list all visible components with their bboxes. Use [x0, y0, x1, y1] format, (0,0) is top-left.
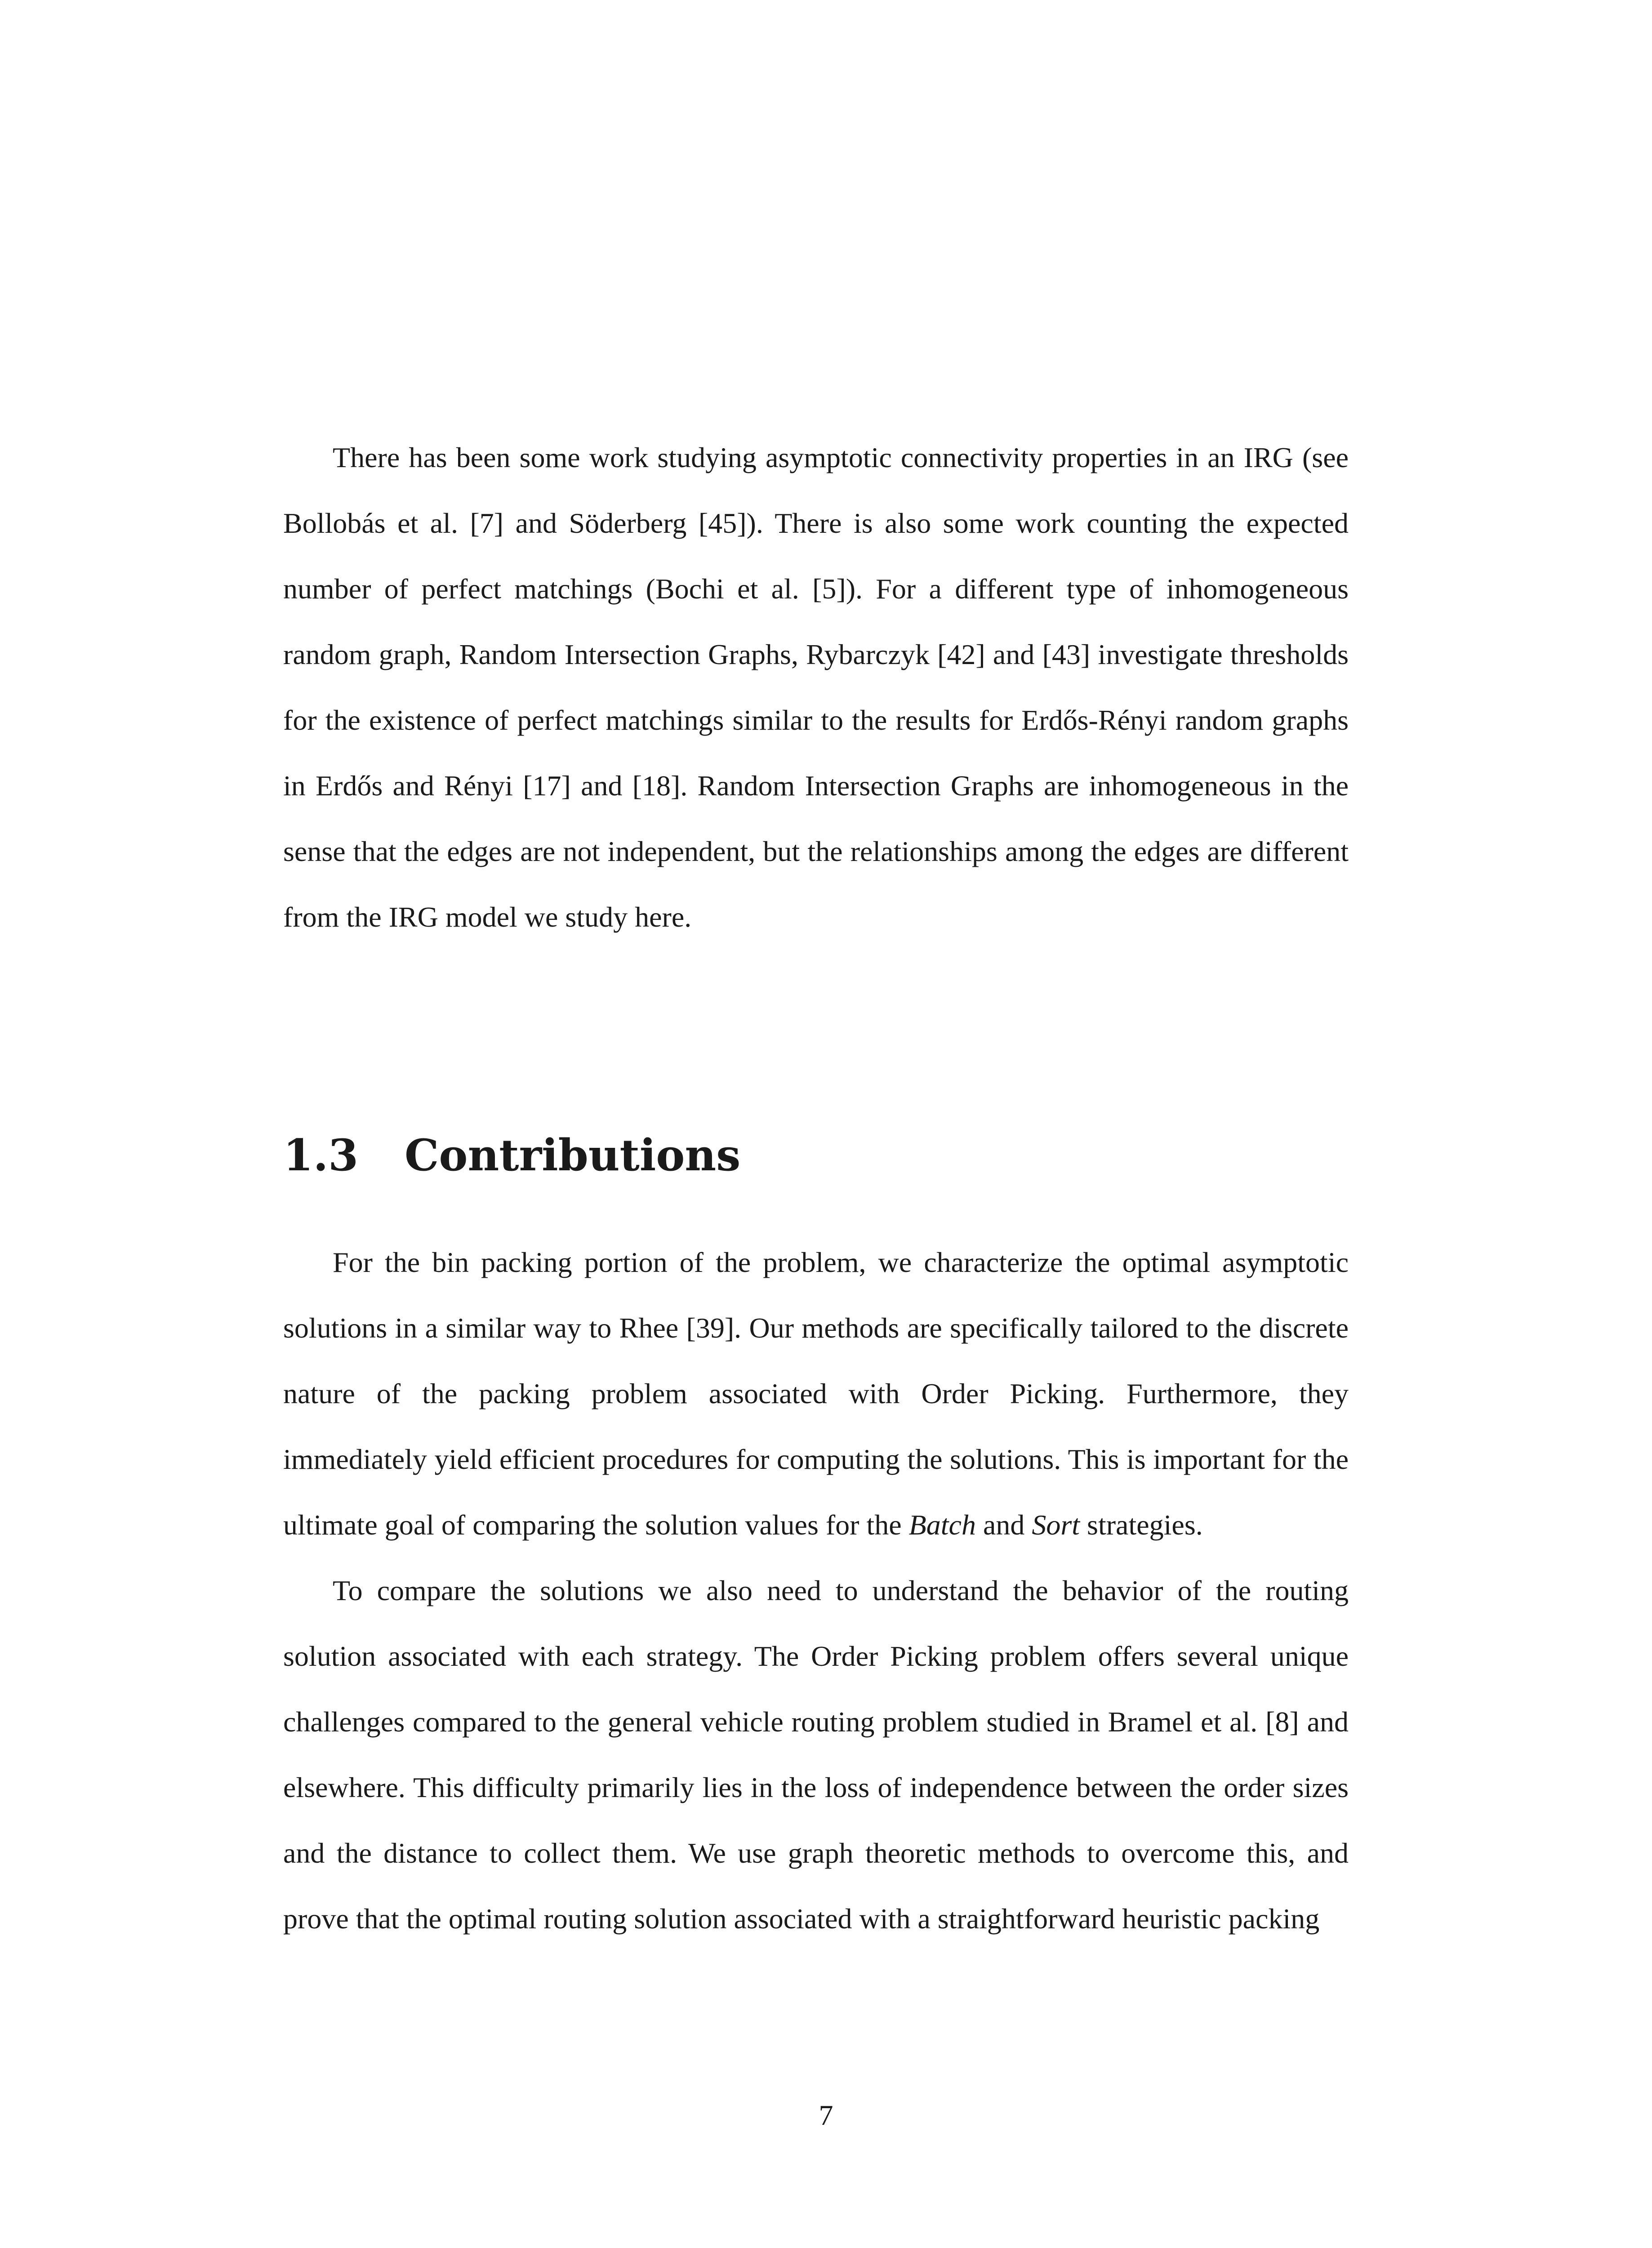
section-number: 1.3	[283, 1130, 359, 1181]
batch-strategy-term: Batch	[908, 1509, 976, 1541]
contributions-text-block	[283, 1230, 1349, 1952]
paragraph-routing: To compare the solutions we also need to understand the behavior of the routing solution associated with each strategy. The Order Picking problem offers several unique challenges compared to the general vehicle routing problem studied in Bramel et al. [8] and elsewhere. This difficulty primarily lies in the loss of independence between the order sizes and the distance to collect them. We use graph theoretic methods to overcome this, and prove that the optimal routing solution associated with a straightforward heuristic packing	[283, 1574, 1349, 1935]
paragraph-bin-packing	[283, 1230, 1349, 1558]
sort-strategy-term: Sort	[1032, 1509, 1080, 1541]
paragraph-bin-packing-end: strategies.	[1087, 1509, 1203, 1541]
paragraph-bin-packing-text: For the bin packing portion of the problem, we characterize the optimal asymptotic solutions in a similar way to Rhee [39]. Our methods are specifically tailored to the discrete nature of the packing problem associated with Order Picking. Furthermore, they immediately yield efficient procedures for computing the solutions. This is important for the ultimate goal of comparing the solution values for the	[283, 1246, 1349, 1541]
section-title: Contributions	[405, 1130, 741, 1181]
intro-text-block	[283, 425, 1349, 950]
paragraph-related-work: There has been some work studying asymptotic connectivity properties in an IRG (see Bollobás et al. [7] and Söderberg [45]). There is also some work counting the expected number of perfect matchings (Bochi et al. [5]). For a different type of inhomogeneous random graph, Random Intersection Graphs, Rybarczyk [42] and [43] investigate thresholds for the existence of perfect matchings similar to the results for Erdős-Rényi random graphs in Erdős and Rényi [17] and [18]. Random Intersection Graphs are inhomogeneous in the sense that the edges are not independent, but the relationships among the edges are different from the IRG model we study here.	[283, 442, 1349, 933]
section-heading	[283, 1124, 1349, 1187]
page-number: 7	[819, 2099, 833, 2131]
conjunction-text: and	[983, 1509, 1025, 1541]
